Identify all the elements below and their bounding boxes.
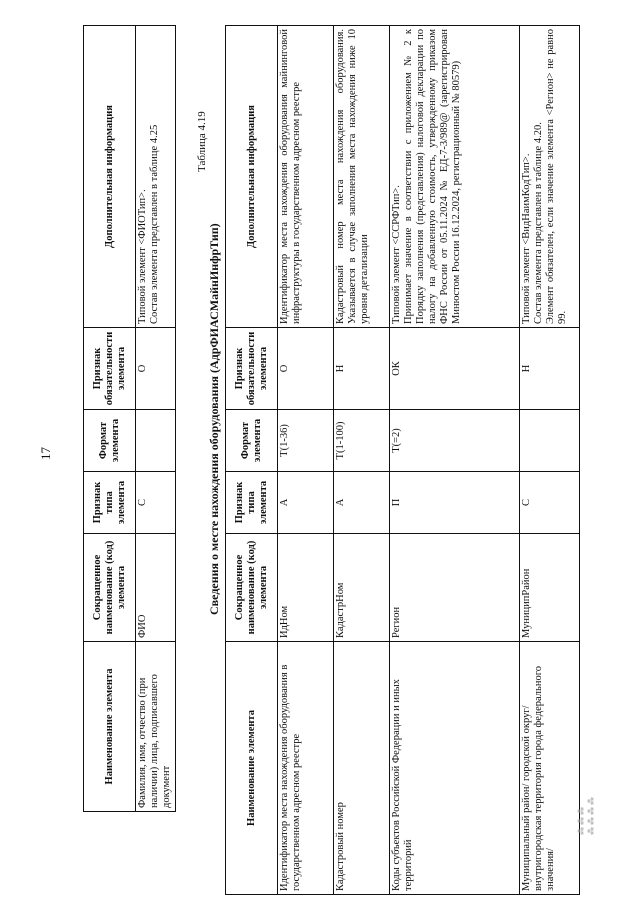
table-row	[136, 26, 176, 812]
table-cell: T(=2)	[390, 410, 520, 472]
table-caption: Сведения о месте нахождения оборудования (АдрФИАСМайнИнфрТип)	[207, 223, 221, 615]
table-continuation	[83, 25, 176, 812]
table-cell: А	[334, 472, 390, 534]
table-cell: МуниципРайон	[520, 534, 580, 642]
table-cell	[520, 410, 580, 472]
column-header: Наименование элемента	[84, 642, 136, 812]
table-cell: Н	[334, 328, 390, 410]
column-header: Дополнительная информация	[84, 26, 136, 328]
table-cell: А	[278, 472, 334, 534]
table-cell: T(1-100)	[334, 410, 390, 472]
table-cell: Типовой элемент <ССРФТип>. Принимает значение в соответствии с приложением № 2 к Порядку заполнения (представления) налоговой декларации по налогу на добавленную стоимость, утвержденному приказом ФНС России от 05.11.2024 № ЕД-7-3/989@ (зарегистрирован Минюстом России 16.12.2024, регистрационный № 80579)	[390, 26, 520, 328]
table-cell: Типовой элемент <ВидНаимКодТип>. Состав элемента представлен в таблице 4.20. Элемент обязателен, если значение элемента <Регион> не равно 99.	[520, 26, 580, 328]
table-row	[520, 26, 580, 895]
table-cell: С	[136, 472, 176, 534]
table-cell: Типовой элемент <ФИОТип>. Состав элемента представлен в таблице 4.25	[136, 26, 176, 328]
column-header: Сокращенное наименование (код) элемента	[226, 534, 278, 642]
column-header: Дополнительная информация	[226, 26, 278, 328]
column-header: Формат элемента	[84, 410, 136, 472]
page-number: 17	[38, 447, 53, 460]
table-cell: О	[136, 328, 176, 410]
table-cell: Фамилия, имя, отчество (при наличии) лица, подписавшего документ	[136, 642, 176, 812]
table-cell: Кадастровый номер места нахождения оборудования. Указывается в случае заполнения места нахождения ниже 10 уровня детализации	[334, 26, 390, 328]
table-row	[278, 26, 334, 895]
table-number: Таблица 4.19	[196, 111, 208, 172]
table-row	[334, 26, 390, 895]
column-header: Признак обязательности элемента	[226, 328, 278, 410]
column-header: Признак типа элемента	[226, 472, 278, 534]
scan-stamp: ⁂ ⁂ ⁂ ⁂ ⁂ ⁂ ⁂	[577, 797, 596, 835]
table-cell: Идентификатор места нахождения оборудования майнинговой инфраструктуры в государственном адресном реестре	[278, 26, 334, 328]
column-header: Признак типа элемента	[84, 472, 136, 534]
table-cell: П	[390, 472, 520, 534]
table-cell: Н	[520, 328, 580, 410]
table-cell	[136, 410, 176, 472]
table-cell: ФИО	[136, 534, 176, 642]
column-header: Формат элемента	[226, 410, 278, 472]
equipment-location-table	[225, 25, 580, 895]
table-row	[390, 26, 520, 895]
column-header: Признак обязательности элемента	[84, 328, 136, 410]
table-cell: С	[520, 472, 580, 534]
table-cell: T(1-36)	[278, 410, 334, 472]
table-cell: Идентификатор места нахождения оборудования в государственном адресном реестре	[278, 642, 334, 895]
table-cell: О	[278, 328, 334, 410]
table-cell: Муниципальный район/ городской округ/ внутригородская территория города федерального значения/	[520, 642, 580, 895]
column-header: Сокращенное наименование (код) элемента	[84, 534, 136, 642]
column-header: Наименование элемента	[226, 642, 278, 895]
table-cell: КадастрНом	[334, 534, 390, 642]
table-cell: Кадастровый номер	[334, 642, 390, 895]
table-cell: ИдНом	[278, 534, 334, 642]
table-cell: Регион	[390, 534, 520, 642]
table-cell: Коды субъектов Российской Федерации и иных территорий	[390, 642, 520, 895]
table-cell: ОК	[390, 328, 520, 410]
